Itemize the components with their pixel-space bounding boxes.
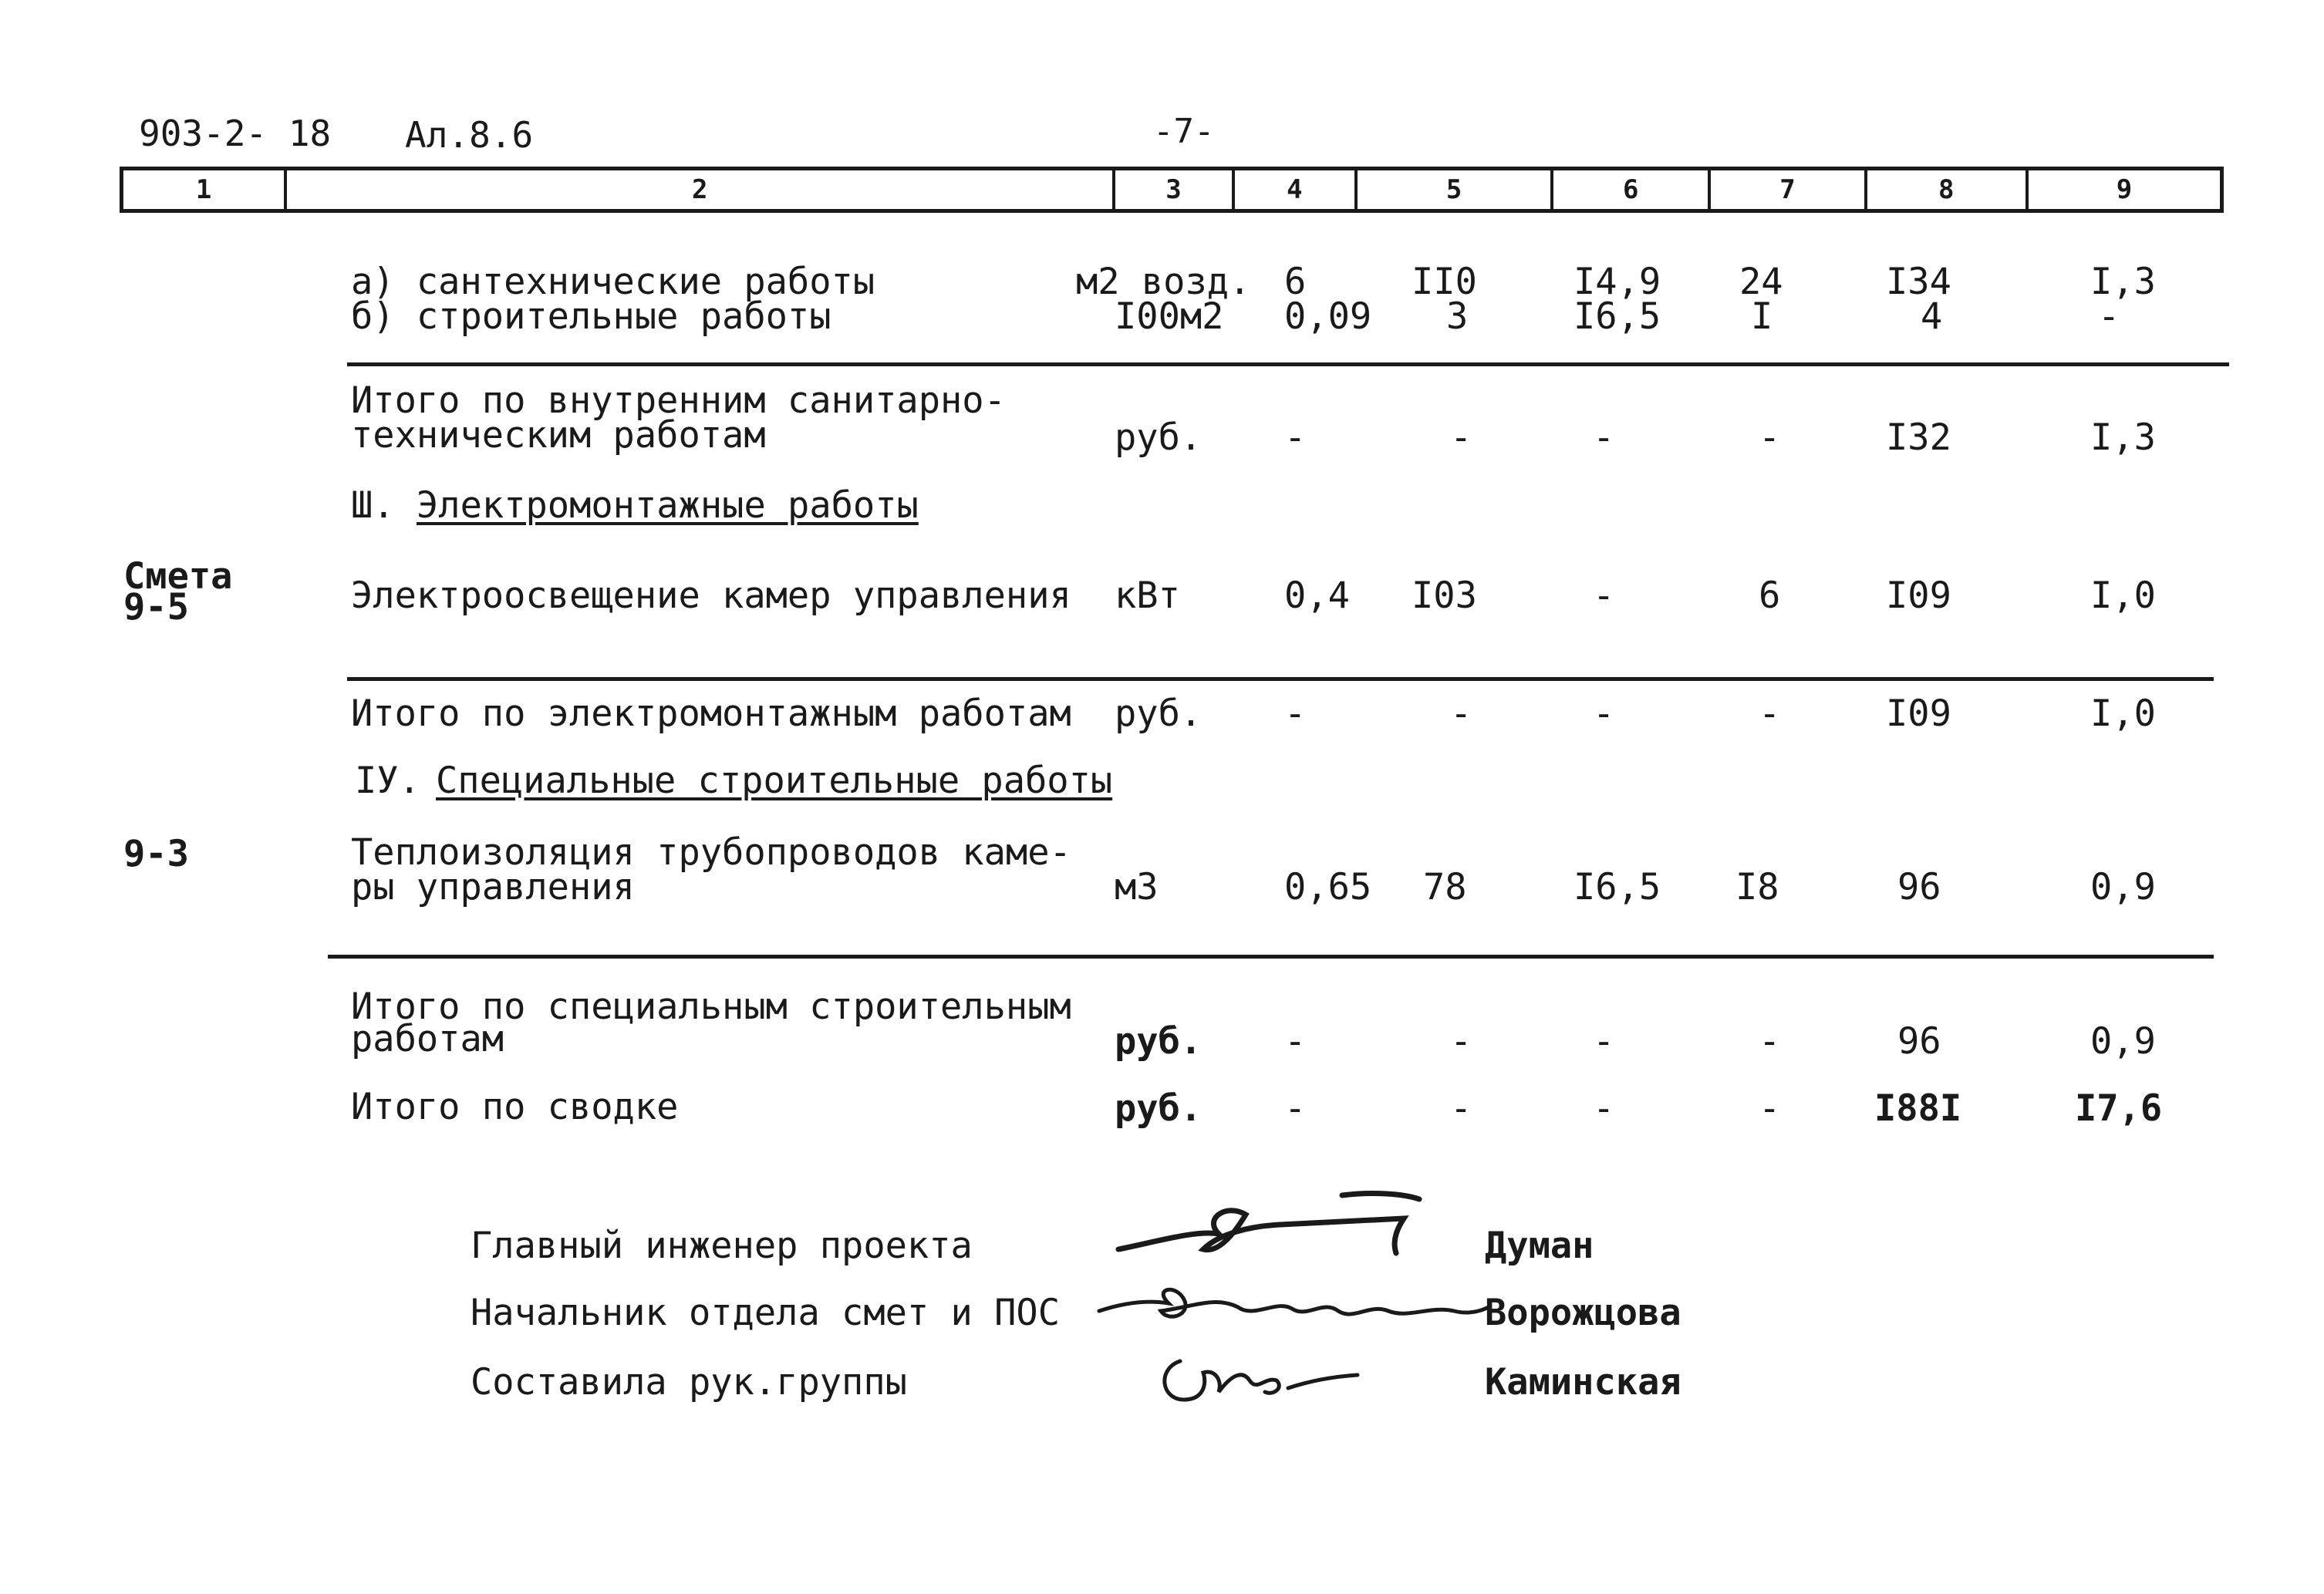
page-number: -7- [1153, 112, 1215, 151]
row-name: Теплоизоляция трубопроводов каме- [351, 831, 1071, 874]
row-name: Итого по специальным строительным [351, 986, 1071, 1028]
cell-col7: - [1759, 416, 1781, 459]
cell-col7: 6 [1759, 575, 1781, 617]
row-name-cont: работам [351, 1018, 504, 1060]
handwritten-signature [1111, 1188, 1435, 1276]
cell-col4: 6 [1284, 261, 1307, 303]
signatory-name: Каминская [1485, 1361, 1681, 1404]
cell-col4: 0,4 [1284, 575, 1350, 617]
cell-col5: 78 [1423, 866, 1467, 908]
cell-col7: I [1751, 295, 1773, 338]
cell-col9: I,3 [2090, 416, 2156, 459]
cell-col5: - [1450, 1020, 1472, 1063]
cell-col9: - [2098, 295, 2120, 338]
cell-col8: 96 [1897, 866, 1941, 908]
section-divider [328, 955, 2214, 959]
signature-role: Составила рук.группы [471, 1361, 907, 1404]
cell-col7: - [1759, 1020, 1781, 1063]
cell-col8: 4 [1921, 295, 1943, 338]
handwritten-signature [1091, 1276, 1493, 1341]
cell-col5: - [1450, 693, 1472, 735]
section-number: Ш. [351, 484, 395, 527]
cell-col8: I09 [1886, 693, 1951, 735]
cell-col6: I6,5 [1574, 295, 1661, 338]
cell-col5: I03 [1412, 575, 1477, 617]
cell-col6: - [1593, 575, 1615, 617]
column-header-2: 2 [287, 170, 1115, 209]
row-unit: руб. [1115, 1087, 1202, 1130]
cell-col8: I34 [1886, 261, 1951, 303]
album-number: Ал.8.6 [405, 114, 534, 156]
row-unit: м3 [1115, 866, 1159, 908]
cell-col5: 3 [1446, 295, 1469, 338]
signatory-name: Ворожцова [1485, 1292, 1681, 1334]
cell-col6: - [1593, 416, 1615, 459]
cell-col7: I8 [1735, 866, 1779, 908]
estimate-ref: Смета [123, 555, 233, 598]
signatory-name: Думан [1485, 1225, 1594, 1267]
cell-col4: 0,09 [1284, 295, 1372, 338]
row-name-cont: техническим работам [351, 414, 766, 457]
column-header-3: 3 [1115, 170, 1234, 209]
column-header-1: 1 [123, 170, 287, 209]
cell-col7: - [1759, 693, 1781, 735]
row-unit: кВт [1115, 575, 1180, 617]
row-name-cont: ры управления [351, 866, 635, 908]
estimate-ref: 9-3 [123, 833, 189, 875]
column-header-5: 5 [1358, 170, 1553, 209]
section-title: Электромонтажные работы [417, 484, 919, 527]
cell-col8: I32 [1886, 416, 1951, 459]
column-header-6: 6 [1553, 170, 1711, 209]
cell-col4: - [1284, 416, 1307, 459]
estimate-ref-number: 9-5 [123, 586, 189, 629]
row-name: Итого по электромонтажным работам [351, 693, 1071, 735]
column-header-row [120, 167, 2224, 213]
column-header-4: 4 [1235, 170, 1358, 209]
cell-col6: - [1593, 1020, 1615, 1063]
cell-col6: I6,5 [1574, 866, 1661, 908]
section-divider [347, 362, 2229, 366]
cell-col6: - [1593, 1087, 1615, 1130]
row-unit: руб. [1115, 1020, 1202, 1063]
cell-col5: II0 [1412, 261, 1477, 303]
section-number: IУ. [355, 760, 420, 802]
cell-col4: - [1284, 1087, 1307, 1130]
section-title: Специальные строительные работы [436, 760, 1113, 802]
cell-col5: - [1450, 1087, 1472, 1130]
row-name: Итого по внутренним санитарно- [351, 379, 1006, 422]
row-name: Электроосвещение камер управления [351, 575, 1071, 617]
row-unit: руб. [1115, 693, 1202, 735]
cell-col6: - [1593, 693, 1615, 735]
signature-role: Главный инженер проекта [471, 1225, 973, 1267]
row-name: б) строительные работы [351, 295, 831, 338]
row-name: Итого по сводке [351, 1086, 679, 1128]
signature-role: Начальник отдела смет и ПОС [471, 1292, 1061, 1334]
cell-col8: I09 [1886, 575, 1951, 617]
cell-col9: I,0 [2090, 693, 2156, 735]
cell-col7: - [1759, 1087, 1781, 1130]
cell-col4: - [1284, 1020, 1307, 1063]
document-code: 903-2- 18 [139, 113, 332, 154]
row-unit: I00м2 [1115, 295, 1224, 338]
cell-col9: 0,9 [2090, 1020, 2156, 1063]
cell-col9: I,0 [2090, 575, 2156, 617]
cell-col8: 96 [1897, 1020, 1941, 1063]
cell-col5: - [1450, 416, 1472, 459]
cell-col9: 0,9 [2090, 866, 2156, 908]
column-header-9: 9 [2116, 174, 2133, 205]
row-unit: м2 возд. [1076, 261, 1251, 303]
handwritten-signature [1149, 1346, 1365, 1418]
row-name: а) сантехнические работы [351, 261, 875, 303]
cell-col4: - [1284, 693, 1307, 735]
cell-col9: I7,6 [2075, 1087, 2163, 1130]
cell-col4: 0,65 [1284, 866, 1372, 908]
cell-col7: 24 [1739, 261, 1783, 303]
cell-col9: I,3 [2090, 261, 2156, 303]
column-header-7: 7 [1711, 170, 1867, 209]
row-unit: руб. [1115, 416, 1202, 459]
section-divider [347, 677, 2214, 681]
cell-col6: I4,9 [1574, 261, 1661, 303]
column-header-8: 8 [1867, 170, 2029, 209]
cell-col8: I88I [1874, 1087, 1962, 1130]
